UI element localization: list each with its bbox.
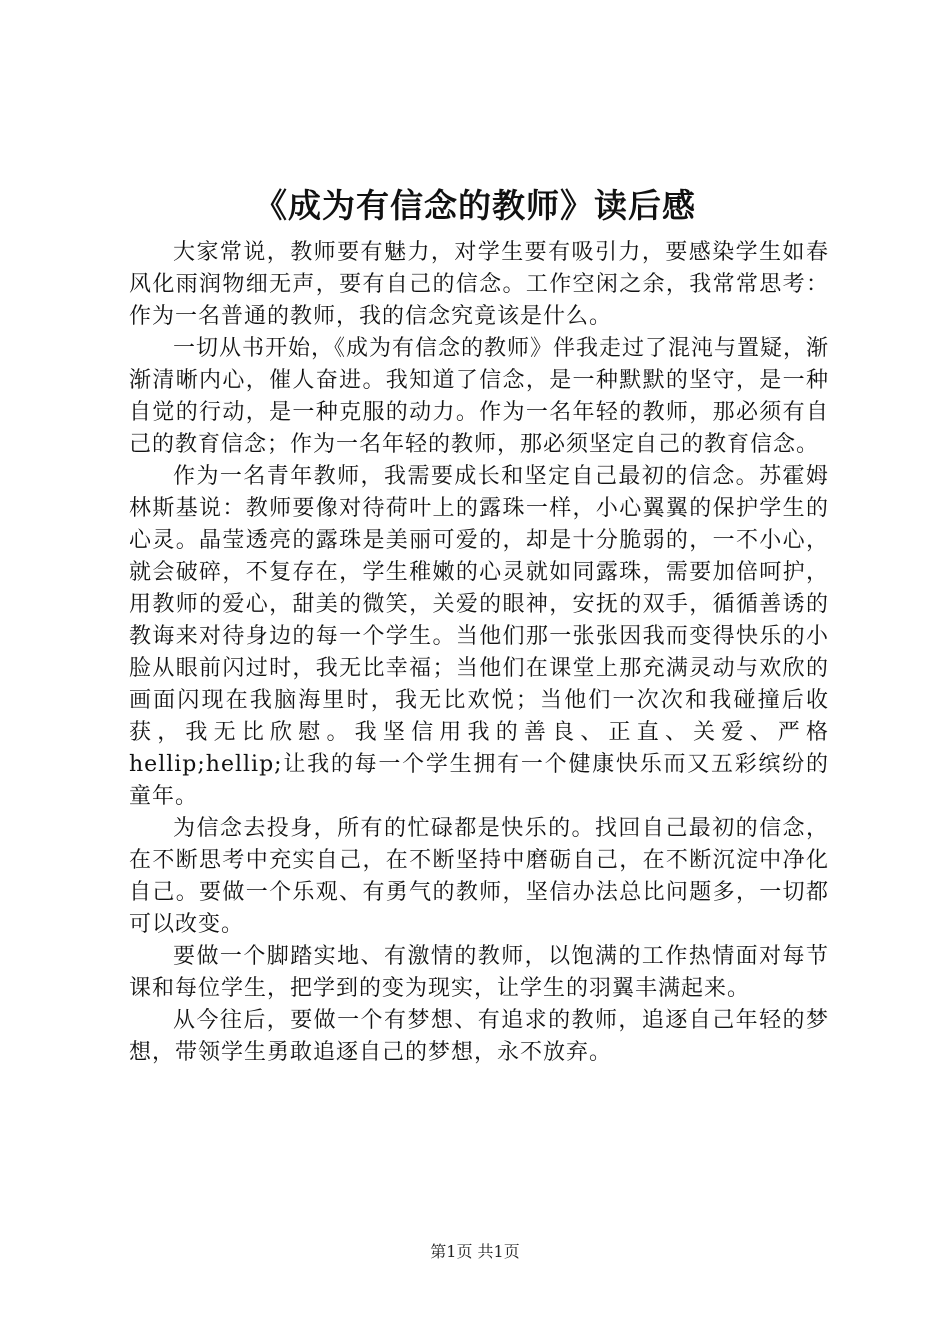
paragraph-6: 从今往后，要做一个有梦想、有追求的教师，追逐自己年轻的梦想，带领学生勇敢追逐自己的梦想，永不放弃。 — [129, 1008, 829, 1065]
document-body — [129, 237, 829, 1069]
document-title: 《成为有信念的教师》读后感 — [254, 186, 696, 225]
paragraph-1: 大家常说，教师要有魅力，对学生要有吸引力，要感染学生如春风化雨润物细无声，要有自己的信念。工作空闲之余，我常常思考：作为一名普通的教师，我的信念究竟该是什么。 — [129, 240, 829, 329]
paragraph-3: 作为一名青年教师，我需要成长和坚定自己最初的信念。苏霍姆林斯基说：教师要像对待荷叶上的露珠一样，小心翼翼的保护学生的心灵。晶莹透亮的露珠是美丽可爱的，却是十分脆弱的，一不小心，就会破碎，不复存在，学生稚嫩的心灵就如同露珠，需要加倍呵护，用教师的爱心，甜美的微笑，关爱的眼神，安抚的双手，循循善诱的教诲来对待身边的每一个学生。当他们那一张张因我而变得快乐的小脸从眼前闪过时，我无比幸福；当他们在课堂上那充满灵动与欢欣的画面闪现在我脑海里时，我无比欢悦；当他们一次次和我碰撞后收获，我无比欣慰。我坚信用我的善良、正直、关爱、严格hellip;hellip;让我的每一个学生拥有一个健康快乐而又五彩缤纷的童年。 — [129, 464, 829, 809]
paragraph-5: 要做一个脚踏实地、有激情的教师，以饱满的工作热情面对每节课和每位学生，把学到的变为现实，让学生的羽翼丰满起来。 — [129, 944, 829, 1001]
paragraph-2: 一切从书开始，《成为有信念的教师》伴我走过了混沌与置疑，渐渐清晰内心，催人奋进。我知道了信念，是一种默默的坚守，是一种自觉的行动，是一种克服的动力。作为一名年轻的教师，那必须有自己的教育信念；作为一名年轻的教师，那必须坚定自己的教育信念。 — [129, 336, 830, 457]
paragraph-4: 为信念去投身，所有的忙碌都是快乐的。找回自己最初的信念，在不断思考中充实自己，在不断坚持中磨砺自己，在不断沉淀中净化自己。要做一个乐观、有勇气的教师，坚信办法总比问题多，一切都可以改变。 — [129, 816, 829, 937]
page-footer: 第1页 共1页 — [430, 1242, 520, 1261]
